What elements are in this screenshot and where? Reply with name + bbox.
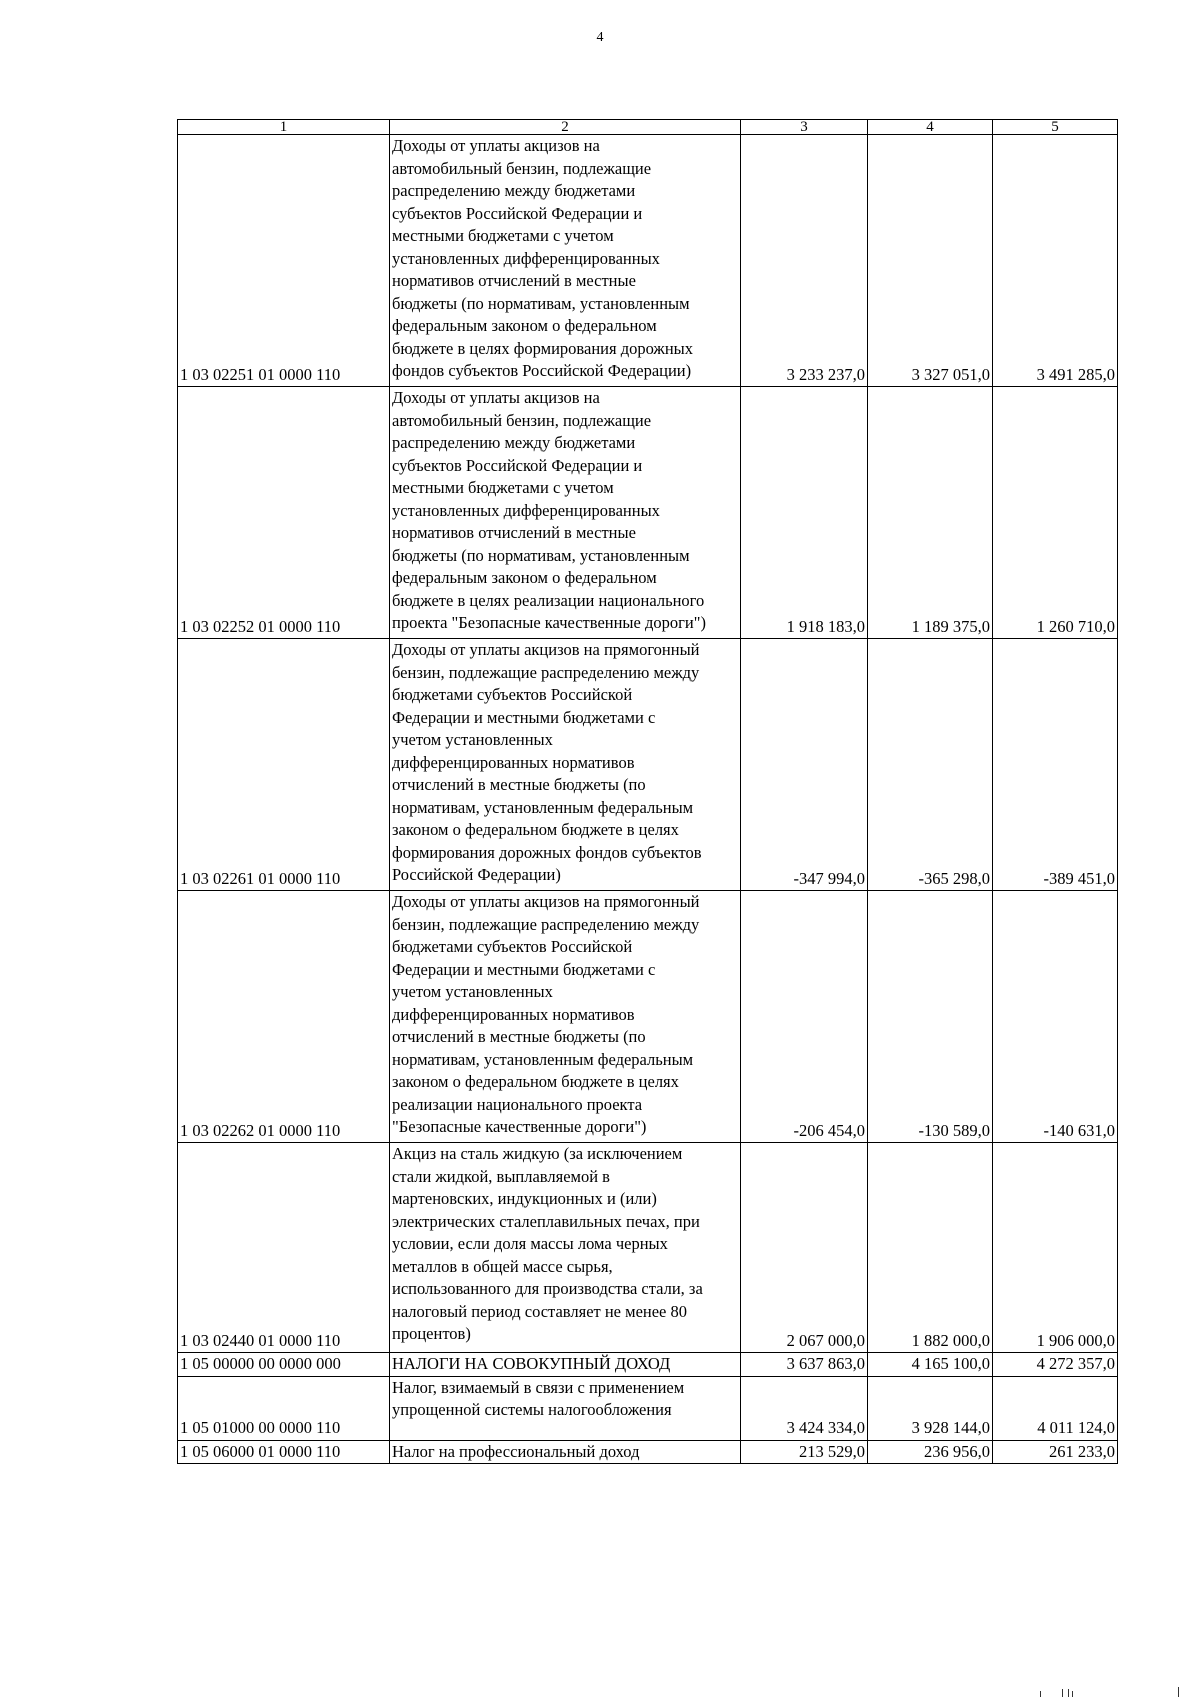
description-line: Доходы от уплаты акцизов на	[392, 388, 600, 407]
description-line: автомобильный бензин, подлежащие	[392, 158, 652, 178]
description-line: отчислений в местные бюджеты (по	[392, 775, 646, 794]
amount-col5-cell: 4 272 357,0	[993, 1353, 1118, 1377]
description-line: установленных дифференцированных	[392, 248, 660, 268]
amount-col3-cell: 213 529,0	[741, 1440, 868, 1464]
description-line: Налог, взимаемый в связи с применением	[392, 1377, 685, 1397]
description-line: условии, если доля массы лома черных	[392, 1234, 668, 1253]
description-line: стали жидкой, выплавляемой в	[392, 1166, 610, 1186]
description-line: Акциз на сталь жидкую (за исключением	[392, 1144, 683, 1163]
page-number: 4	[596, 30, 604, 45]
amount-col4-cell: -130 589,0	[868, 891, 993, 1143]
description-line: автомобильный бензин, подлежащие	[392, 410, 652, 430]
column-header-3: 3	[741, 120, 868, 135]
description-line: электрических сталеплавильных печах, при	[392, 1211, 700, 1231]
column-header-2: 2	[390, 120, 741, 135]
column-header-4: 4	[868, 120, 993, 135]
description-line: проекта "Безопасные качественные дороги")	[392, 613, 706, 632]
revenue-description-cell	[390, 639, 741, 891]
amount-col4-cell: 236 956,0	[868, 1440, 993, 1464]
table-row	[178, 1376, 1118, 1440]
amount-col4-cell: -365 298,0	[868, 639, 993, 891]
table-body	[178, 135, 1118, 1464]
amount-col4-cell: 1 882 000,0	[868, 1143, 993, 1353]
revenue-description-cell	[390, 1143, 741, 1353]
revenue-description-cell	[390, 1376, 741, 1440]
description-line: бюджете в целях реализации национального	[392, 590, 705, 610]
amount-col5-cell: 1 906 000,0	[993, 1143, 1118, 1353]
description-line: нормативов отчислений в местные	[392, 271, 636, 290]
revenue-code-cell: 1 05 00000 00 0000 000	[178, 1353, 390, 1377]
revenue-code-cell: 1 05 01000 00 0000 110	[178, 1376, 390, 1440]
description-line: Доходы от уплаты акцизов на прямогонный	[392, 640, 700, 659]
description-line: дифференцированных нормативов	[392, 752, 635, 772]
description-line: Доходы от уплаты акцизов на прямогонный	[392, 892, 700, 911]
description-line: отчислений в местные бюджеты (по	[392, 1027, 646, 1046]
revenue-description-cell	[390, 387, 741, 639]
description-line: Налог на профессиональный доход	[392, 1441, 640, 1461]
description-line: Федерации и местными бюджетами с	[392, 707, 656, 727]
revenue-description-cell	[390, 135, 741, 387]
description-line: использованного для производства стали, за	[392, 1279, 703, 1298]
description-line: "Безопасные качественные дороги")	[392, 1117, 647, 1136]
description-line: бюджеты (по нормативам, установленным	[392, 545, 690, 565]
revenue-description-cell	[390, 1353, 741, 1377]
budget-revenue-table	[177, 119, 1118, 1464]
description-line: фондов субъектов Российской Федерации)	[392, 361, 692, 380]
description-line: бюджете в целях формирования дорожных	[392, 338, 693, 358]
table-row	[178, 639, 1118, 891]
description-line: формирования дорожных фондов субъектов	[392, 842, 702, 862]
description-line: распределению между бюджетами	[392, 433, 636, 452]
description-line: Федерации и местными бюджетами с	[392, 959, 656, 979]
revenue-code-cell: 1 05 06000 01 0000 110	[178, 1440, 390, 1464]
revenue-description-cell	[390, 891, 741, 1143]
table-row	[178, 891, 1118, 1143]
amount-col4-cell: 3 928 144,0	[868, 1376, 993, 1440]
description-line: субъектов Российской Федерации и	[392, 455, 643, 475]
revenue-code-cell: 1 03 02252 01 0000 110	[178, 387, 390, 639]
amount-col5-cell: 1 260 710,0	[993, 387, 1118, 639]
amount-col4-cell: 3 327 051,0	[868, 135, 993, 387]
revenue-code-cell: 1 03 02262 01 0000 110	[178, 891, 390, 1143]
table-row	[178, 387, 1118, 639]
description-line: металлов в общей массе сырья,	[392, 1256, 613, 1276]
description-line: бензин, подлежащие распределению между	[392, 914, 700, 934]
description-line: Доходы от уплаты акцизов на	[392, 136, 600, 155]
description-line: федеральным законом о федеральном	[392, 316, 657, 335]
description-line: налоговый период составляет не менее 80	[392, 1301, 687, 1321]
revenue-code-cell: 1 03 02261 01 0000 110	[178, 639, 390, 891]
amount-col3-cell: 3 233 237,0	[741, 135, 868, 387]
description-line: учетом установленных	[392, 982, 553, 1001]
description-line: субъектов Российской Федерации и	[392, 203, 643, 223]
amount-col3-cell: -206 454,0	[741, 891, 868, 1143]
revenue-code-cell: 1 03 02440 01 0000 110	[178, 1143, 390, 1353]
description-line: нормативам, установленным федеральным	[392, 797, 694, 817]
description-line: бюджетами субъектов Российской	[392, 685, 633, 704]
description-line: законом о федеральном бюджете в целях	[392, 1072, 679, 1091]
description-line: мартеновских, индукционных и (или)	[392, 1189, 657, 1208]
table-row	[178, 1143, 1118, 1353]
column-header-1: 1	[178, 120, 390, 135]
amount-col5-cell: 261 233,0	[993, 1440, 1118, 1464]
description-line: бюджетами субъектов Российской	[392, 937, 633, 956]
table-row	[178, 135, 1118, 387]
amount-col3-cell: 3 424 334,0	[741, 1376, 868, 1440]
amount-col3-cell: 3 637 863,0	[741, 1353, 868, 1377]
amount-col3-cell: 1 918 183,0	[741, 387, 868, 639]
description-line: нормативам, установленным федеральным	[392, 1049, 694, 1069]
column-header-5: 5	[993, 120, 1118, 135]
description-line: процентов)	[392, 1324, 471, 1343]
revenue-description-cell	[390, 1440, 741, 1464]
description-line: НАЛОГИ НА СОВОКУПНЫЙ ДОХОД	[392, 1354, 671, 1373]
scan-artifact-marks	[1010, 1675, 1200, 1697]
description-line: упрощенной системы налогообложения	[392, 1400, 672, 1419]
description-line: федеральным законом о федеральном	[392, 568, 657, 587]
amount-col5-cell: -389 451,0	[993, 639, 1118, 891]
revenue-code-cell: 1 03 02251 01 0000 110	[178, 135, 390, 387]
amount-col5-cell: 3 491 285,0	[993, 135, 1118, 387]
description-line: установленных дифференцированных	[392, 500, 660, 520]
description-line: Российской Федерации)	[392, 865, 561, 884]
description-line: реализации национального проекта	[392, 1094, 643, 1114]
amount-col3-cell: 2 067 000,0	[741, 1143, 868, 1353]
description-line: бензин, подлежащие распределению между	[392, 662, 700, 682]
table-row	[178, 1440, 1118, 1464]
table-row	[178, 1353, 1118, 1377]
description-line: законом о федеральном бюджете в целях	[392, 820, 679, 839]
description-line: дифференцированных нормативов	[392, 1004, 635, 1024]
amount-col4-cell: 4 165 100,0	[868, 1353, 993, 1377]
description-line: нормативов отчислений в местные	[392, 523, 636, 542]
amount-col5-cell: -140 631,0	[993, 891, 1118, 1143]
description-line: учетом установленных	[392, 730, 553, 749]
description-line: распределению между бюджетами	[392, 181, 636, 200]
amount-col5-cell: 4 011 124,0	[993, 1376, 1118, 1440]
amount-col4-cell: 1 189 375,0	[868, 387, 993, 639]
description-line: местными бюджетами с учетом	[392, 226, 614, 245]
amount-col3-cell: -347 994,0	[741, 639, 868, 891]
description-line: бюджеты (по нормативам, установленным	[392, 293, 690, 313]
table-header-row	[178, 120, 1118, 135]
description-line: местными бюджетами с учетом	[392, 478, 614, 497]
